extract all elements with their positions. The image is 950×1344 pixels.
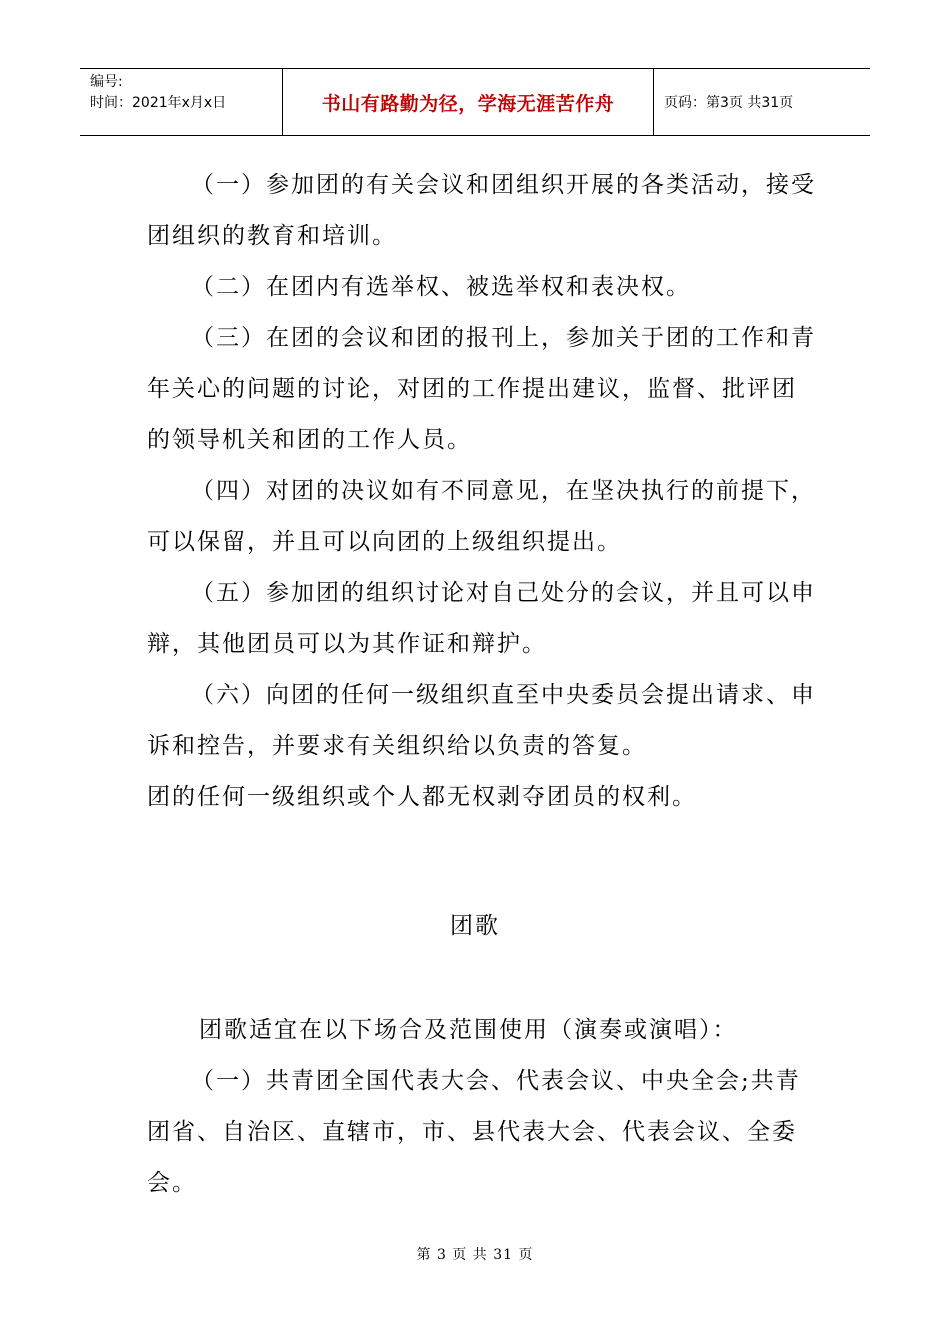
- rights-section: [147, 160, 817, 823]
- document-header: [80, 68, 870, 136]
- song-item-1: （一）共青团全国代表大会、代表会议、中央全会;共青团省、自治区、直辖市，市、县代表大会、代表会议、全委会。: [147, 1068, 801, 1196]
- page-footer: 第 3 页 共 31 页: [416, 1247, 534, 1263]
- page-info-text: 页码：第3页 共31页: [664, 95, 794, 111]
- header-page-info: [654, 69, 870, 135]
- right-item-3: （三）在团的会议和团的报刊上，参加关于团的工作和青年关心的问题的讨论，对团的工作提出建议，监督、批评团的领导机关和团的工作人员。: [147, 325, 816, 453]
- right-item-2: （二）在团内有选举权、被选举权和表决权。: [191, 274, 691, 300]
- right-item-5: （五）参加团的组织讨论对自己处分的会议，并且可以申辩，其他团员可以为其作证和辩护。: [147, 580, 816, 657]
- section-title: 团歌: [450, 913, 500, 939]
- song-section: [147, 1005, 817, 1209]
- rights-closing: 团的任何一级组织或个人都无权剥夺团员的权利。: [147, 784, 697, 810]
- header-motto: [282, 69, 654, 135]
- right-item-6: （六）向团的任何一级组织直至中央委员会提出请求、申诉和控告，并要求有关组织给以负责的答复。: [147, 682, 816, 759]
- song-intro: 团歌适宜在以下场合及范围使用（演奏或演唱）：: [199, 1017, 738, 1043]
- motto-text: 书山有路勤为径，学海无涯苦作舟: [321, 92, 615, 115]
- right-item-4: （四）对团的决议如有不同意见，在坚决执行的前提下，可以保留，并且可以向团的上级组织提出。: [147, 478, 816, 555]
- header-meta: [80, 69, 282, 135]
- time-label: 时间：2021年x月x日: [90, 95, 227, 111]
- right-item-1: （一）参加团的有关会议和团组织开展的各类活动，接受团组织的教育和培训。: [147, 172, 816, 249]
- number-label: 编号:: [90, 74, 123, 90]
